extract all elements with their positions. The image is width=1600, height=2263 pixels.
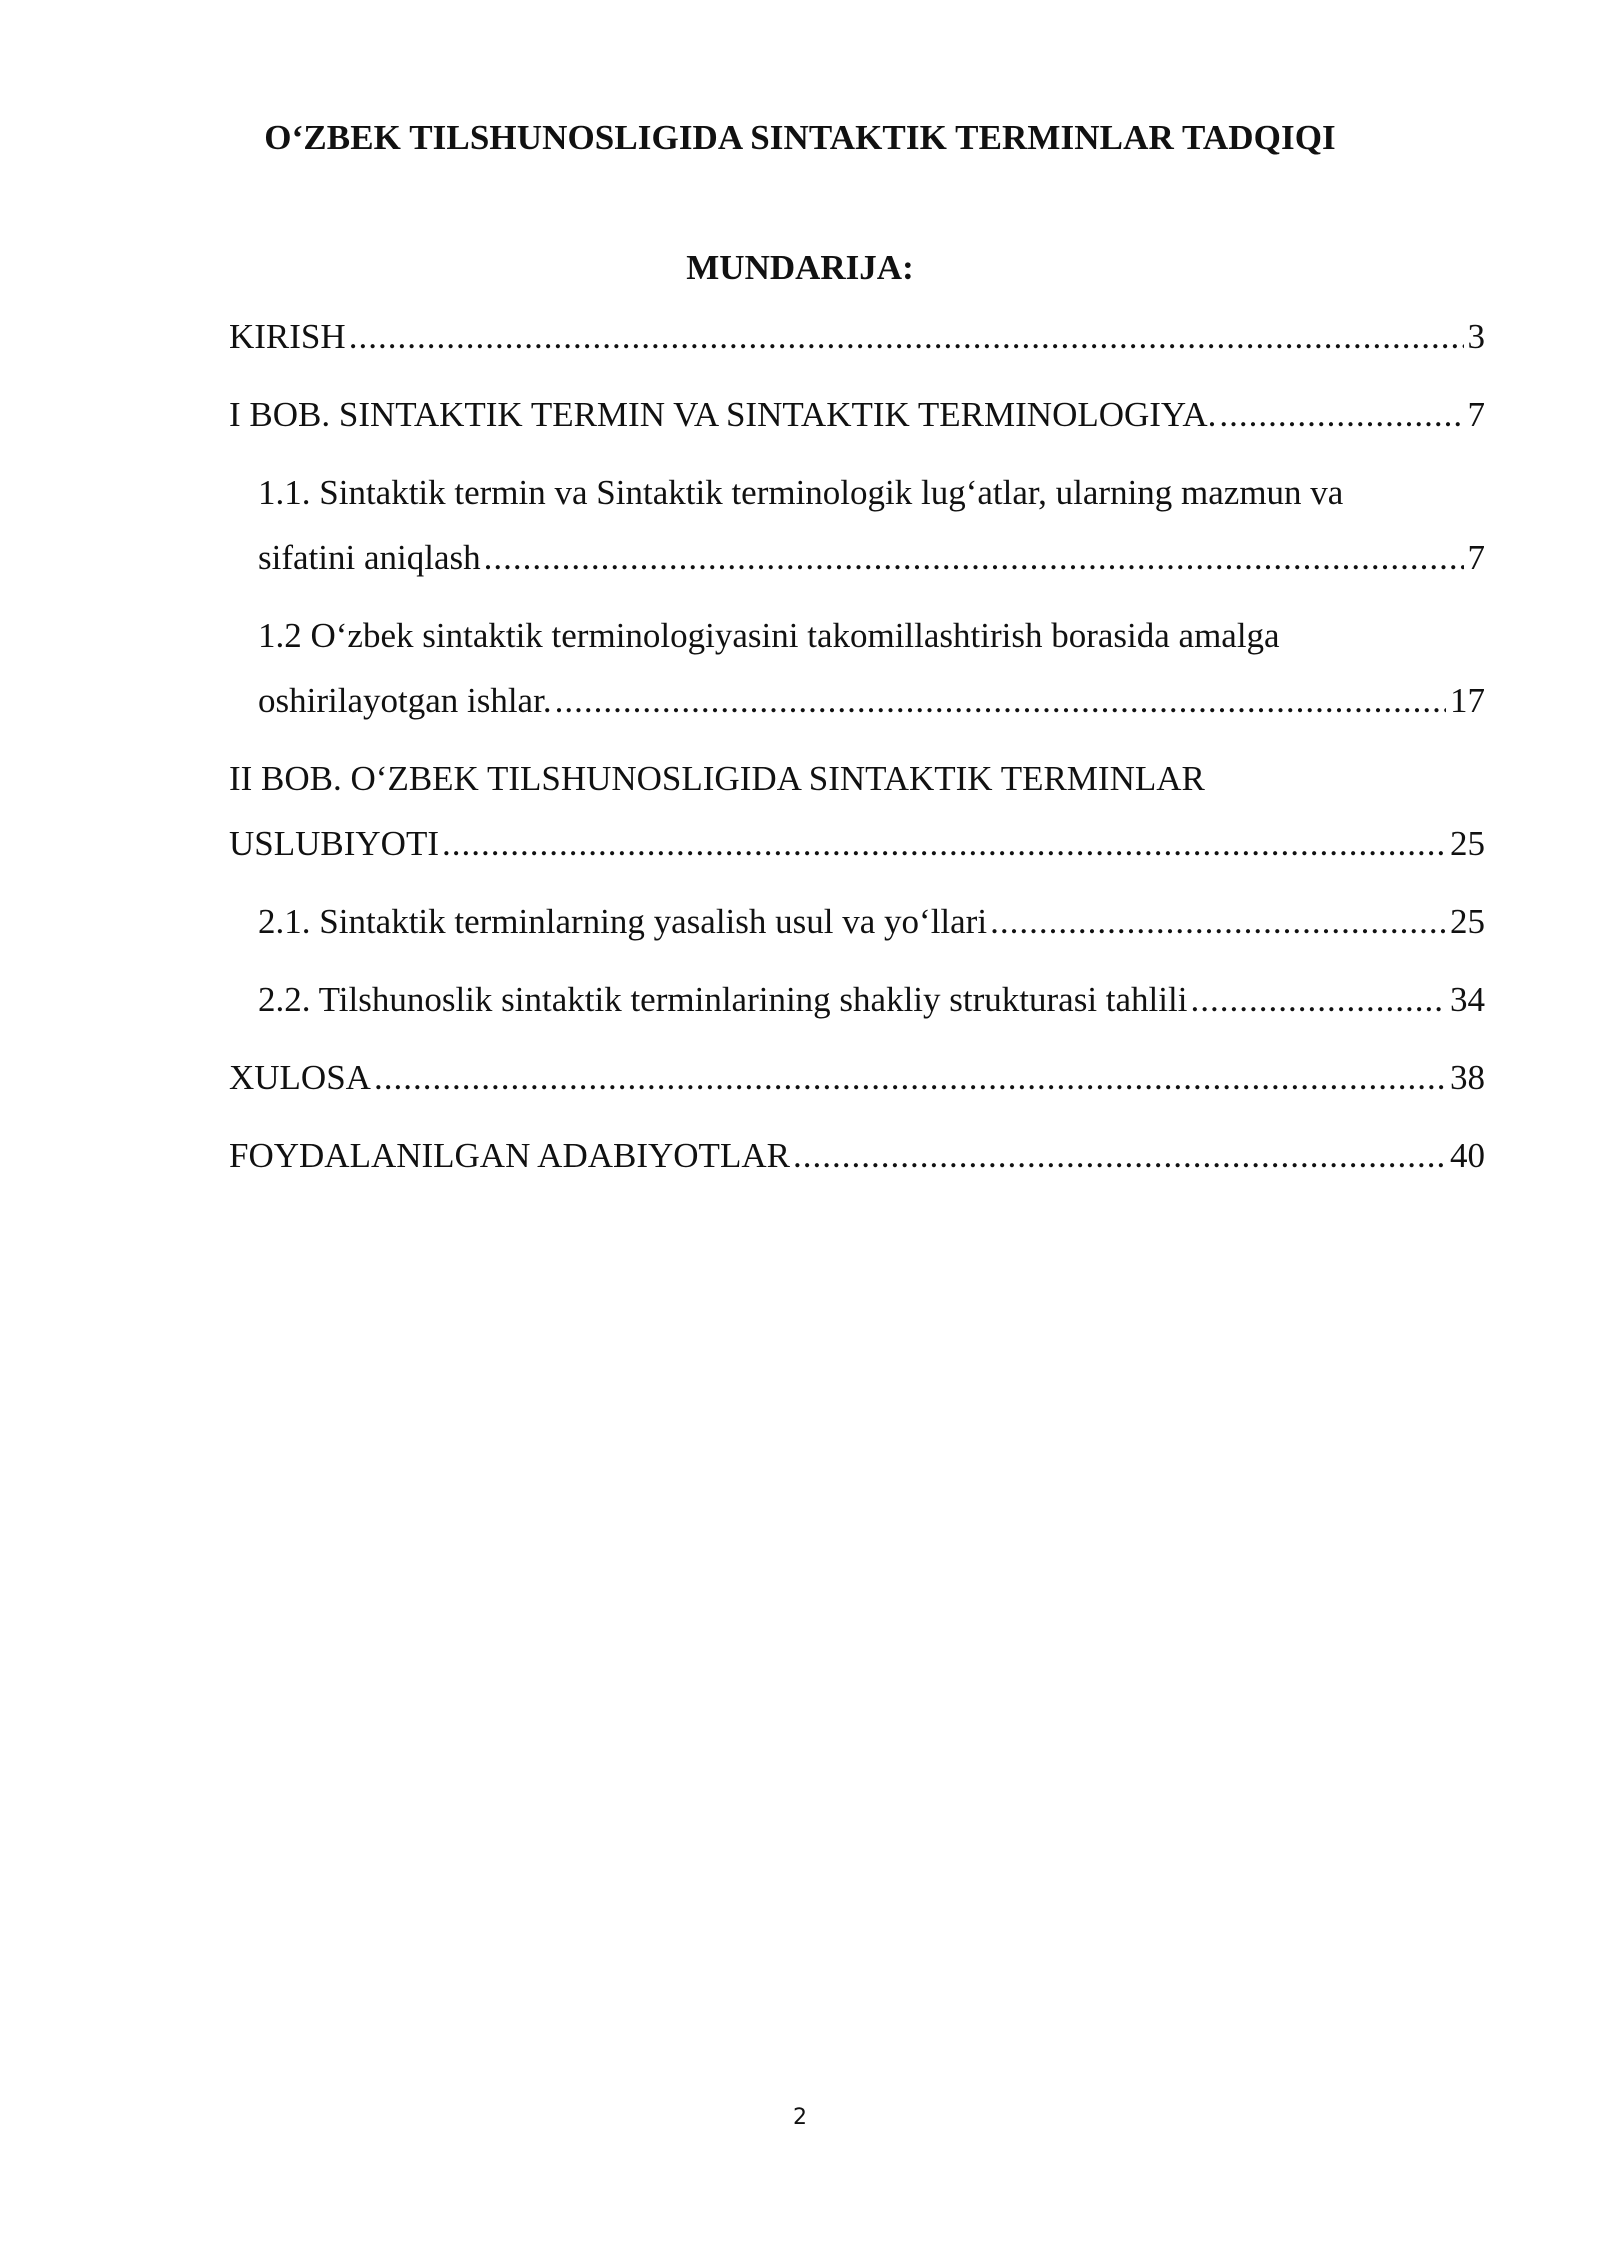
- toc-entry-section-1-1[interactable]: [229, 460, 1485, 590]
- document-title: O‘ZBEK TILSHUNOSLIGIDA SINTAKTIK TERMINLAR TADQIQI: [264, 118, 1336, 157]
- toc-page-number: 25: [1450, 824, 1485, 863]
- toc-entry-section-2-2[interactable]: [229, 967, 1485, 1032]
- toc-dot-leader: [442, 811, 1446, 876]
- toc-entry-label: KIRISH: [229, 317, 346, 356]
- toc-dot-leader: [1190, 967, 1446, 1032]
- toc-entry-label-line-1: 1.2 O‘zbek sintaktik terminologiyasini takomillashtirish borasida amalga: [258, 616, 1280, 655]
- toc-page-number: 7: [1467, 538, 1485, 577]
- toc-entry-kirish[interactable]: [229, 304, 1485, 369]
- toc-entry-label: I BOB. SINTAKTIK TERMIN VA SINTAKTIK TERMINOLOGIYA.: [229, 395, 1217, 434]
- toc-dot-leader: [484, 525, 1464, 590]
- toc-dot-leader: [349, 304, 1464, 369]
- toc-page-number: 7: [1467, 395, 1485, 434]
- toc-entry-bibliography[interactable]: [229, 1123, 1485, 1188]
- toc-entry-xulosa[interactable]: [229, 1045, 1485, 1110]
- toc-dot-leader: [793, 1123, 1446, 1188]
- toc-entry-label: 2.2. Tilshunoslik sintaktik terminlarining shakliy strukturasi tahlili: [258, 980, 1188, 1019]
- toc-entry-label-line-1: 1.1. Sintaktik termin va Sintaktik terminologik lug‘atlar, ularning mazmun va: [258, 473, 1344, 512]
- toc-page-number: 17: [1450, 681, 1485, 720]
- toc-dot-leader: [1219, 382, 1463, 447]
- table-of-contents: [229, 304, 1485, 1201]
- toc-entry-label: 2.1. Sintaktik terminlarning yasalish usul va yo‘llari: [258, 902, 988, 941]
- toc-dot-leader: [374, 1045, 1446, 1110]
- toc-page-number: 40: [1450, 1136, 1485, 1175]
- toc-page-number: 3: [1467, 317, 1485, 356]
- toc-entry-label: oshirilayotgan ishlar.: [258, 681, 552, 720]
- toc-page-number: 34: [1450, 980, 1485, 1019]
- toc-entry-section-2-1[interactable]: [229, 889, 1485, 954]
- toc-entry-section-1-2[interactable]: [229, 603, 1485, 733]
- toc-dot-leader: [555, 668, 1446, 733]
- toc-heading: MUNDARIJA:: [686, 248, 914, 287]
- toc-entry-label: sifatini aniqlash: [258, 538, 481, 577]
- page-number: 2: [793, 2105, 807, 2130]
- toc-entry-chapter-1[interactable]: [229, 382, 1485, 447]
- toc-entry-label: USLUBIYOTI: [229, 824, 439, 863]
- toc-entry-label-line-1: II BOB. O‘ZBEK TILSHUNOSLIGIDA SINTAKTIK TERMINLAR: [229, 759, 1205, 798]
- toc-page-number: 38: [1450, 1058, 1485, 1097]
- toc-page-number: 25: [1450, 902, 1485, 941]
- toc-entry-label: XULOSA: [229, 1058, 371, 1097]
- toc-entry-chapter-2[interactable]: [229, 746, 1485, 876]
- toc-entry-label: FOYDALANILGAN ADABIYOTLAR: [229, 1136, 790, 1175]
- toc-dot-leader: [990, 889, 1446, 954]
